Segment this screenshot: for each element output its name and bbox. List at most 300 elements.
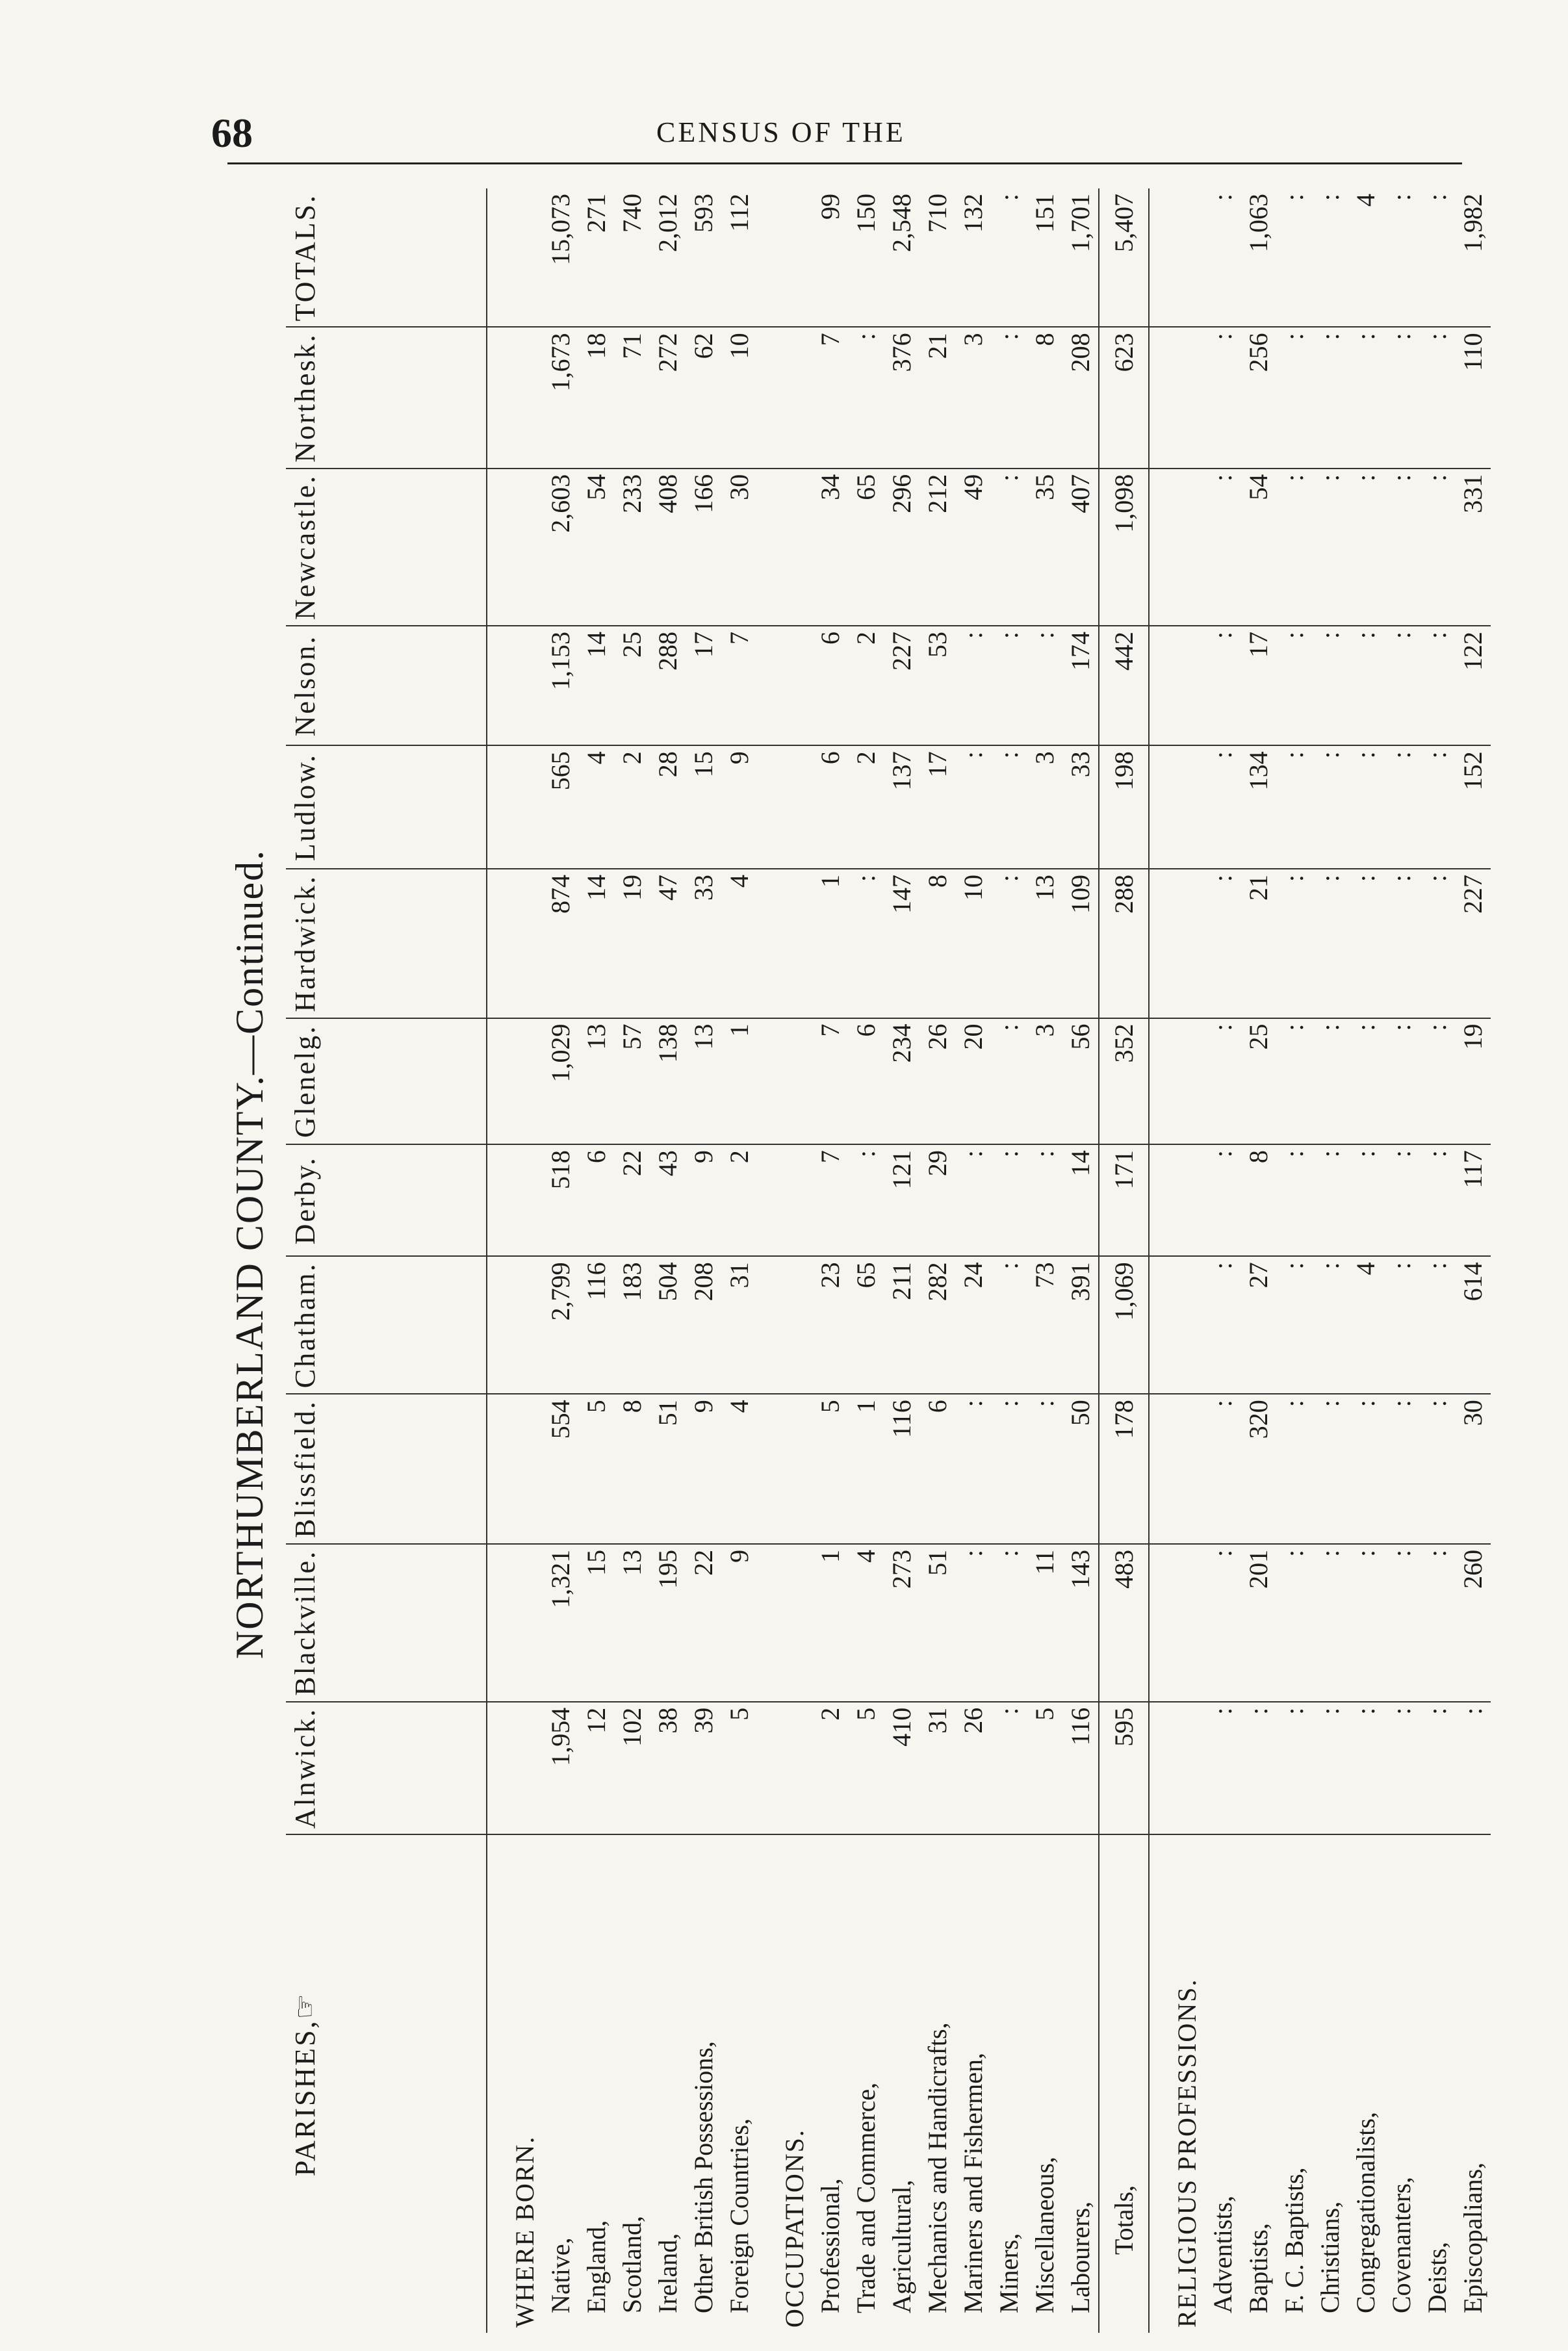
table-cell: : xyxy=(1312,469,1348,626)
table-cell: : xyxy=(1348,469,1383,626)
table-cell: : xyxy=(1276,1018,1312,1145)
table-cell: 376 xyxy=(884,327,919,468)
empty-cell xyxy=(1149,626,1205,745)
table-cell: 2 xyxy=(812,1702,848,1835)
table-cell: 4 xyxy=(721,869,757,1018)
table-cell: : xyxy=(1027,1394,1062,1544)
table-cell: 518 xyxy=(543,1144,578,1256)
table-cell: 296 xyxy=(884,469,919,626)
table-cell: : xyxy=(1419,1018,1455,1145)
table-cell: : xyxy=(1419,626,1455,745)
table-cell: 5 xyxy=(578,1394,614,1544)
empty-cell xyxy=(757,745,812,869)
table-cell: 4 xyxy=(1348,188,1383,327)
empty-cell xyxy=(757,327,812,468)
table-cell: 143 xyxy=(1062,1544,1099,1702)
totals-cell: 171 xyxy=(1099,1144,1149,1256)
row-label: Covenanters, xyxy=(1387,2177,1416,2313)
table-cell: 109 xyxy=(1062,869,1099,1018)
table-cell: 565 xyxy=(543,745,578,869)
row-label: Labourers, xyxy=(1066,2201,1095,2313)
table-cell: 3 xyxy=(1027,1018,1062,1145)
table-row xyxy=(848,188,884,2333)
row-label: Mariners and Fishermen, xyxy=(958,2052,988,2313)
totals-cell: 352 xyxy=(1099,1018,1149,1145)
row-label: Ireland, xyxy=(653,2233,682,2313)
table-cell: 331 xyxy=(1455,469,1491,626)
table-cell: 6 xyxy=(919,1394,955,1544)
table-cell: 273 xyxy=(884,1544,919,1702)
empty-cell xyxy=(757,1256,812,1394)
totals-label: Totals, xyxy=(1099,1834,1149,2333)
table-row xyxy=(955,188,991,2333)
table-cell: : xyxy=(991,1018,1027,1145)
empty-cell xyxy=(487,1702,543,1835)
table-cell: 256 xyxy=(1240,327,1276,468)
table-cell: 25 xyxy=(1240,1018,1276,1145)
row-label: Native, xyxy=(546,2237,575,2313)
row-label: Deists, xyxy=(1422,2242,1452,2313)
table-cell: : xyxy=(1383,1256,1419,1394)
empty-cell xyxy=(487,327,543,468)
table-cell: : xyxy=(1383,327,1419,468)
table-cell: : xyxy=(1205,869,1240,1018)
table-cell: 43 xyxy=(650,1144,686,1256)
table-row xyxy=(1205,188,1240,2333)
table-cell: : xyxy=(1383,1394,1419,1544)
table-cell: 151 xyxy=(1027,188,1062,327)
empty-cell xyxy=(487,469,543,626)
table-cell: 27 xyxy=(1240,1256,1276,1394)
empty-cell xyxy=(487,1256,543,1394)
table-cell: : xyxy=(1027,626,1062,745)
table-cell: : xyxy=(1276,1544,1312,1702)
running-header: CENSUS OF THE xyxy=(656,116,906,148)
table-cell: 50 xyxy=(1062,1394,1099,1544)
row-label: F. C. Baptists, xyxy=(1279,2167,1309,2313)
table-cell: 15 xyxy=(686,745,721,869)
table-cell: 13 xyxy=(614,1544,650,1702)
table-cell: 6 xyxy=(812,626,848,745)
empty-cell xyxy=(757,869,812,1018)
table-cell: : xyxy=(1348,1144,1383,1256)
table-cell: 408 xyxy=(650,469,686,626)
table-cell: 227 xyxy=(884,626,919,745)
table-cell: : xyxy=(991,1544,1027,1702)
totals-cell: 198 xyxy=(1099,745,1149,869)
table-cell: : xyxy=(1348,1018,1383,1145)
row-label: Other British Possessions, xyxy=(689,2041,718,2313)
column-header: Newcastle. xyxy=(286,469,487,626)
table-cell: 8 xyxy=(614,1394,650,1544)
table-cell: : xyxy=(1312,1256,1348,1394)
empty-cell xyxy=(757,188,812,327)
table-cell: 121 xyxy=(884,1144,919,1256)
empty-cell xyxy=(757,1544,812,1702)
row-label: Professional, xyxy=(816,2178,845,2313)
table-cell: 13 xyxy=(578,1018,614,1145)
table-cell: : xyxy=(1205,1144,1240,1256)
empty-cell xyxy=(487,1544,543,1702)
table-cell: 23 xyxy=(812,1256,848,1394)
table-cell: : xyxy=(1276,1702,1312,1835)
table-cell: 22 xyxy=(614,1144,650,1256)
header-rule xyxy=(227,162,1462,164)
table-cell: 20 xyxy=(955,1018,991,1145)
table-cell: : xyxy=(1383,869,1419,1018)
table-cell: 1 xyxy=(812,1544,848,1702)
table-cell: 39 xyxy=(686,1702,721,1835)
table-cell: 554 xyxy=(543,1394,578,1544)
table-cell: 112 xyxy=(721,188,757,327)
column-header: Blissfield. xyxy=(286,1394,487,1544)
table-cell: 15,073 xyxy=(543,188,578,327)
table-cell: 14 xyxy=(1062,1144,1099,1256)
column-header: Chatham. xyxy=(286,1256,487,1394)
table-cell: : xyxy=(991,469,1027,626)
table-cell: 320 xyxy=(1240,1394,1276,1544)
section-heading-row xyxy=(487,188,543,2333)
table-cell: : xyxy=(1383,1018,1419,1145)
table-cell: 2,012 xyxy=(650,188,686,327)
table-cell: 12 xyxy=(578,1702,614,1835)
empty-cell xyxy=(1149,1544,1205,1702)
table-cell: 7 xyxy=(812,1144,848,1256)
table-cell: 271 xyxy=(578,188,614,327)
table-cell: 22 xyxy=(686,1544,721,1702)
table-cell: 17 xyxy=(919,745,955,869)
section-heading: RELIGIOUS PROFESSIONS. xyxy=(1172,1978,1202,2328)
table-cell: 4 xyxy=(848,1544,884,1702)
table-cell: : xyxy=(1205,469,1240,626)
table-cell: : xyxy=(1419,745,1455,869)
table-cell: 24 xyxy=(955,1256,991,1394)
row-label: Adventists, xyxy=(1208,2195,1237,2313)
table-cell: : xyxy=(1419,1702,1455,1835)
table-cell: : xyxy=(991,1394,1027,1544)
table-cell: 122 xyxy=(1455,626,1491,745)
row-label: England, xyxy=(582,2220,611,2313)
table-body xyxy=(487,188,1491,2333)
table-cell: 1,673 xyxy=(543,327,578,468)
table-cell: 65 xyxy=(848,1256,884,1394)
table-cell: 8 xyxy=(1027,327,1062,468)
table-cell: 116 xyxy=(1062,1702,1099,1835)
table-row xyxy=(1455,188,1491,2333)
table-cell: 208 xyxy=(1062,327,1099,468)
table-cell: 47 xyxy=(650,869,686,1018)
table-cell: 56 xyxy=(1062,1018,1099,1145)
table-cell: 25 xyxy=(614,626,650,745)
table-cell: 211 xyxy=(884,1256,919,1394)
empty-cell xyxy=(487,626,543,745)
table-cell: 21 xyxy=(919,327,955,468)
table-cell: 1 xyxy=(848,1394,884,1544)
table-cell: 282 xyxy=(919,1256,955,1394)
totals-row xyxy=(1099,188,1149,2333)
column-header: Blackville. xyxy=(286,1544,487,1702)
table-cell: 212 xyxy=(919,469,955,626)
table-cell: : xyxy=(1419,1544,1455,1702)
empty-cell xyxy=(1149,188,1205,327)
table-cell: : xyxy=(1205,1702,1240,1835)
row-label: Trade and Commerce, xyxy=(851,2082,880,2313)
table-cell: : xyxy=(1276,327,1312,468)
table-cell: : xyxy=(1205,1544,1240,1702)
table-cell: 593 xyxy=(686,188,721,327)
table-cell: 99 xyxy=(812,188,848,327)
table-cell: 1,321 xyxy=(543,1544,578,1702)
table-cell: 2 xyxy=(848,745,884,869)
table-cell: 234 xyxy=(884,1018,919,1145)
totals-cell: 178 xyxy=(1099,1394,1149,1544)
table-cell: 30 xyxy=(1455,1394,1491,1544)
table-cell: 710 xyxy=(919,188,955,327)
row-label: Christians, xyxy=(1315,2201,1344,2313)
table-sheet xyxy=(214,175,1487,2333)
table-cell: : xyxy=(1276,745,1312,869)
table-row xyxy=(1027,188,1062,2333)
empty-cell xyxy=(1149,1394,1205,1544)
empty-cell xyxy=(487,188,543,327)
table-cell: 3 xyxy=(955,327,991,468)
table-row xyxy=(686,188,721,2333)
table-cell: 9 xyxy=(721,745,757,869)
table-cell: 14 xyxy=(578,869,614,1018)
table-cell: 5 xyxy=(812,1394,848,1544)
table-cell: : xyxy=(991,745,1027,869)
table-cell: 132 xyxy=(955,188,991,327)
header-row xyxy=(286,188,487,2333)
empty-cell xyxy=(487,1018,543,1145)
table-cell: : xyxy=(1276,626,1312,745)
table-cell: 30 xyxy=(721,469,757,626)
table-cell: : xyxy=(1205,745,1240,869)
table-cell: 6 xyxy=(578,1144,614,1256)
table-cell: 2,603 xyxy=(543,469,578,626)
totals-cell: 1,098 xyxy=(1099,469,1149,626)
table-cell: : xyxy=(1276,869,1312,1018)
table-cell: : xyxy=(1419,1394,1455,1544)
table-cell: 4 xyxy=(721,1394,757,1544)
table-cell: : xyxy=(1348,869,1383,1018)
row-label: Baptists, xyxy=(1244,2223,1273,2313)
table-cell: 14 xyxy=(578,626,614,745)
empty-cell xyxy=(1149,1018,1205,1145)
table-cell: : xyxy=(991,188,1027,327)
table-cell: 10 xyxy=(721,327,757,468)
table-cell: : xyxy=(1312,745,1348,869)
table-cell: 2 xyxy=(721,1144,757,1256)
table-cell: 9 xyxy=(721,1544,757,1702)
table-row xyxy=(884,188,919,2333)
column-header: Derby. xyxy=(286,1144,487,1256)
table-cell: 116 xyxy=(884,1394,919,1544)
table-cell: 62 xyxy=(686,327,721,468)
section-heading: OCCUPATIONS. xyxy=(780,2129,809,2328)
table-cell: : xyxy=(1205,626,1240,745)
table-cell: 33 xyxy=(686,869,721,1018)
table-cell: : xyxy=(1276,1144,1312,1256)
table-cell: : xyxy=(991,327,1027,468)
table-cell: 174 xyxy=(1062,626,1099,745)
row-label: Scotland, xyxy=(617,2216,647,2313)
table-cell: 874 xyxy=(543,869,578,1018)
table-cell: 1 xyxy=(812,869,848,1018)
table-row xyxy=(1062,188,1099,2333)
table-cell: 51 xyxy=(650,1394,686,1544)
table-cell: 4 xyxy=(578,745,614,869)
table-cell: : xyxy=(848,869,884,1018)
table-cell: 102 xyxy=(614,1702,650,1835)
table-cell: 18 xyxy=(578,327,614,468)
table-cell: 7 xyxy=(812,327,848,468)
column-header: Alnwick. xyxy=(286,1702,487,1835)
column-header: TOTALS. xyxy=(286,188,487,327)
table-cell: : xyxy=(955,1394,991,1544)
table-cell: 260 xyxy=(1455,1544,1491,1702)
totals-cell: 483 xyxy=(1099,1544,1149,1702)
table-cell: 117 xyxy=(1455,1144,1491,1256)
table-cell: 7 xyxy=(812,1018,848,1145)
table-cell: : xyxy=(1205,1256,1240,1394)
table-cell: : xyxy=(1348,327,1383,468)
table-cell: : xyxy=(1419,469,1455,626)
table-cell: 11 xyxy=(1027,1544,1062,1702)
page-number: 68 xyxy=(211,110,253,156)
table-cell: : xyxy=(1276,1394,1312,1544)
table-cell: : xyxy=(1312,188,1348,327)
table-cell: 150 xyxy=(848,188,884,327)
table-cell: 4 xyxy=(1348,1256,1383,1394)
table-cell: : xyxy=(1240,1702,1276,1835)
table-cell: 5 xyxy=(848,1702,884,1835)
rotated-table-area xyxy=(214,175,1487,2333)
table-cell: : xyxy=(1205,188,1240,327)
table-cell: 54 xyxy=(1240,469,1276,626)
table-cell: 49 xyxy=(955,469,991,626)
empty-cell xyxy=(757,626,812,745)
totals-cell: 595 xyxy=(1099,1702,1149,1835)
table-cell: : xyxy=(848,327,884,468)
table-cell: 7 xyxy=(721,626,757,745)
table-cell: 8 xyxy=(919,869,955,1018)
table-cell: : xyxy=(1276,469,1312,626)
census-table xyxy=(286,188,1491,2333)
table-row xyxy=(1383,188,1419,2333)
table-cell: 54 xyxy=(578,469,614,626)
empty-cell xyxy=(487,745,543,869)
table-cell: 740 xyxy=(614,188,650,327)
empty-cell xyxy=(1149,1144,1205,1256)
table-cell: : xyxy=(1419,1144,1455,1256)
table-row xyxy=(578,188,614,2333)
table-cell: : xyxy=(955,1144,991,1256)
empty-cell xyxy=(757,469,812,626)
table-row xyxy=(1276,188,1312,2333)
empty-cell xyxy=(1149,745,1205,869)
table-cell: 34 xyxy=(812,469,848,626)
table-row xyxy=(650,188,686,2333)
totals-cell: 442 xyxy=(1099,626,1149,745)
table-cell: 2 xyxy=(848,626,884,745)
table-cell: : xyxy=(1348,745,1383,869)
table-cell: 13 xyxy=(1027,869,1062,1018)
row-label: Miners, xyxy=(994,2233,1023,2313)
table-row xyxy=(1348,188,1383,2333)
table-cell: : xyxy=(1383,1144,1419,1256)
table-cell: 504 xyxy=(650,1256,686,1394)
table-cell: 5 xyxy=(1027,1702,1062,1835)
table-cell: : xyxy=(1205,327,1240,468)
empty-cell xyxy=(757,1144,812,1256)
table-cell: 1,701 xyxy=(1062,188,1099,327)
table-row xyxy=(991,188,1027,2333)
empty-cell xyxy=(757,1018,812,1145)
parishes-header: PARISHES,☞ xyxy=(286,1834,487,2333)
table-cell: : xyxy=(1419,188,1455,327)
table-cell: : xyxy=(1348,626,1383,745)
table-cell: 138 xyxy=(650,1018,686,1145)
table-cell: 166 xyxy=(686,469,721,626)
table-cell: 38 xyxy=(650,1702,686,1835)
table-cell: 19 xyxy=(614,869,650,1018)
row-label: Mechanics and Handicrafts, xyxy=(923,2022,952,2313)
empty-cell xyxy=(487,1144,543,1256)
row-label: Foreign Countries, xyxy=(725,2118,754,2313)
table-cell: 17 xyxy=(686,626,721,745)
table-cell: : xyxy=(1027,1144,1062,1256)
empty-cell xyxy=(757,1394,812,1544)
row-label: Agricultural, xyxy=(887,2179,916,2313)
table-cell: : xyxy=(991,1256,1027,1394)
table-cell: : xyxy=(991,869,1027,1018)
table-cell: : xyxy=(1312,327,1348,468)
row-label: Congregationalists, xyxy=(1351,2112,1380,2313)
table-cell: 21 xyxy=(1240,869,1276,1018)
table-cell: 1,063 xyxy=(1240,188,1276,327)
table-cell: : xyxy=(1419,1256,1455,1394)
table-row xyxy=(614,188,650,2333)
table-cell: 183 xyxy=(614,1256,650,1394)
table-row xyxy=(1240,188,1276,2333)
table-cell: 17 xyxy=(1240,626,1276,745)
table-cell: 9 xyxy=(686,1144,721,1256)
empty-cell xyxy=(1149,869,1205,1018)
table-cell: 8 xyxy=(1240,1144,1276,1256)
table-cell: 6 xyxy=(848,1018,884,1145)
totals-cell: 623 xyxy=(1099,327,1149,468)
table-cell: 65 xyxy=(848,469,884,626)
table-cell: 2 xyxy=(614,745,650,869)
table-cell: : xyxy=(1383,626,1419,745)
table-cell: 147 xyxy=(884,869,919,1018)
totals-cell: 288 xyxy=(1099,869,1149,1018)
column-header: Hardwick. xyxy=(286,869,487,1018)
table-cell: 31 xyxy=(721,1256,757,1394)
table-cell: 2,548 xyxy=(884,188,919,327)
table-cell: : xyxy=(1383,188,1419,327)
table-cell: 233 xyxy=(614,469,650,626)
column-header: Glenelg. xyxy=(286,1018,487,1145)
empty-cell xyxy=(757,1702,812,1835)
column-header: Nelson. xyxy=(286,626,487,745)
table-cell: : xyxy=(1383,469,1419,626)
table-cell: 2,799 xyxy=(543,1256,578,1394)
table-cell: : xyxy=(1383,1544,1419,1702)
table-cell: 29 xyxy=(919,1144,955,1256)
table-cell: 71 xyxy=(614,327,650,468)
